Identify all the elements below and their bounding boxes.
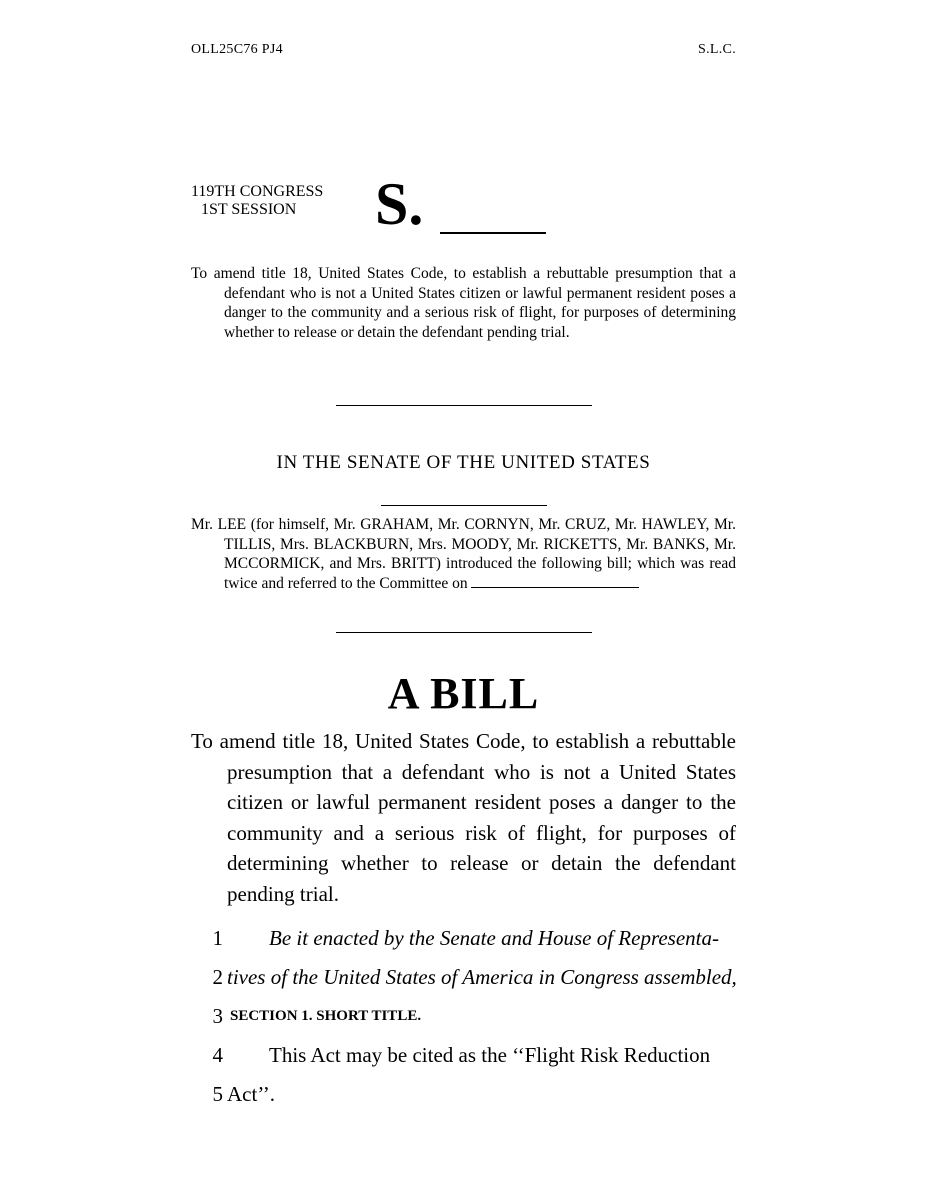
line-number: 2 xyxy=(212,965,223,989)
congress-session-block xyxy=(191,183,323,219)
line-number: 4 xyxy=(212,1043,223,1067)
committee-blank xyxy=(471,574,639,588)
line-number: 3 xyxy=(212,1004,223,1028)
divider-rule xyxy=(336,632,592,633)
office-code: S.L.C. xyxy=(698,42,736,57)
session-line: 1ST SESSION xyxy=(201,201,297,218)
line-number: 1 xyxy=(212,926,223,950)
short-title-text: This Act may be cited as the ‘‘Flight Risk Reduction xyxy=(269,1043,711,1067)
bill-number-blank xyxy=(440,232,546,234)
short-title-text: Act’’. xyxy=(227,1082,275,1106)
short-description: To amend title 18, United States Code, to establish a rebuttable presumption that a defendant who is not a United States citizen or lawful permanent resident poses a danger to the community and a serious risk of flight, for purposes of determining whether to release or detain the defendant pending trial. xyxy=(191,265,736,341)
bill-number-prefix: S. xyxy=(375,171,424,237)
enacting-clause-line: tives of the United States of America in Congress assembled, xyxy=(227,965,737,989)
long-title: To amend title 18, United States Code, to establish a rebuttable presumption that a defendant who is not a United States citizen or lawful permanent resident poses a danger to the community and a serious risk of flight, for purposes of determining whether to release or detain the defendant pending trial. xyxy=(191,729,736,906)
a-bill-heading: A BILL xyxy=(387,669,540,718)
document-id: OLL25C76 PJ4 xyxy=(191,42,283,57)
sponsors-paragraph xyxy=(191,515,736,593)
sponsors-text: Mr. LEE (for himself, Mr. GRAHAM, Mr. CORNYN, Mr. CRUZ, Mr. HAWLEY, Mr. TILLIS, Mrs. BLACKBURN, Mrs. MOODY, Mr. RICKETTS, Mr. BANKS, Mr. MCCORMICK, and Mrs. BRITT) introduced the following bill; which was read twice and referred to the Committee on xyxy=(191,516,736,592)
line-number: 5 xyxy=(212,1082,223,1106)
divider-rule xyxy=(381,505,547,506)
divider-rule xyxy=(336,405,592,406)
chamber-heading: IN THE SENATE OF THE UNITED STATES xyxy=(276,452,651,473)
enacting-clause-line: Be it enacted by the Senate and House of Representa- xyxy=(269,926,719,950)
congress-line: 119TH CONGRESS xyxy=(191,183,324,200)
section-heading: SECTION 1. SHORT TITLE. xyxy=(230,1008,422,1024)
